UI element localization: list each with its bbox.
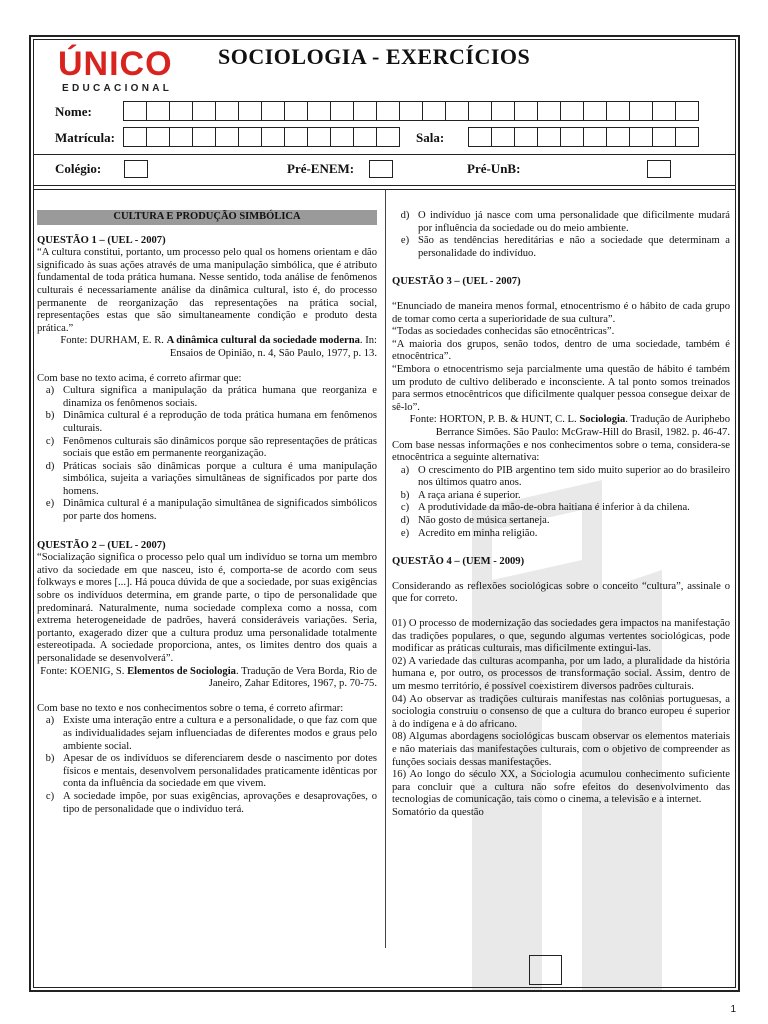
pre-enem-label: Pré-ENEM: bbox=[287, 161, 355, 176]
q2-source: Fonte: KOENIG, S. Elementos de Sociologia. Tradução de Vera Borda, Rio de Janeiro, Zahar Editores, 1967, p. 70-75. bbox=[40, 665, 377, 690]
q4-item-16[interactable]: 16) Ao longo do século XX, a Sociologia acumulou conhecimento suficiente para concluir que a cultura não sofre efeitos do desenvolvimento das tecnologias de comunicação, tais como o cinema, a televisão e a internet. bbox=[392, 769, 730, 806]
q2-prompt: Com base no texto e nos conhecimentos sobre o tema, é correto afirmar: bbox=[37, 702, 344, 714]
section-title: CULTURA E PRODUÇÃO SIMBÓLICA bbox=[37, 210, 377, 225]
q4-item-01[interactable]: 01) O processo de modernização das sociedades gera impactos na manifestação das tradições populares, o que, segundo algumas vertentes sociológicas, pode modificar as práticas culturais, mas dificilmente extingui-las. bbox=[392, 618, 730, 655]
matricula-label: Matrícula: bbox=[55, 130, 115, 145]
logo-main-text: ÚNICO bbox=[58, 45, 173, 83]
q3-option-c[interactable]: c) A produtividade da mão-de-obra haitiana é inferior à da chilena. bbox=[400, 502, 690, 514]
q3-heading: QUESTÃO 3 – (UEL - 2007) bbox=[392, 276, 521, 288]
q2-option-c[interactable]: c) A sociedade impõe, por suas exigências, aprovações e desaprovações, o tipo de personalidade que o indivíduo terá. bbox=[45, 790, 377, 815]
pre-unb-checkbox[interactable] bbox=[647, 160, 671, 178]
q2-option-b[interactable]: b) Apesar de os indivíduos se diferenciarem desde o nascimento por dotes físicos e mentais, desenvolvem personalidades praticamente idênticas por conta da influência da sociedade em que vivem. bbox=[45, 753, 377, 790]
pre-unb-label: Pré-UnB: bbox=[467, 161, 521, 176]
q3-option-a[interactable]: a) O crescimento do PIB argentino tem sido muito superior ao do brasileiro nos últimos quatro anos. bbox=[400, 464, 730, 489]
q1-option-e[interactable]: e) Dinâmica cultural é a manipulação simultânea de significados simbólicos por parte dos homens. bbox=[45, 498, 377, 523]
q1-option-c[interactable]: c) Fenômenos culturais são dinâmicos porque são representações de práticas sociais que estão em permanente reorganização. bbox=[45, 435, 377, 460]
sala-field[interactable] bbox=[468, 127, 698, 147]
q3-option-b[interactable]: b) A raça ariana é superior. bbox=[400, 489, 521, 501]
q1-option-d[interactable]: d) Práticas sociais são dinâmicas porque a cultura é uma manipulação simbólica, sujeita a variações simultâneas de significados por parte dos homens. bbox=[45, 460, 377, 497]
matricula-field[interactable] bbox=[123, 127, 399, 147]
nome-field[interactable] bbox=[123, 101, 698, 121]
pre-enem-checkbox[interactable] bbox=[369, 160, 393, 178]
q4-sum-answer-box[interactable] bbox=[529, 955, 562, 985]
q3-quote-4: “Embora o etnocentrismo seja parcialmente uma questão de hábito é também um produto de cultivo deliberado e inconsciente. A tal ponto somos treinados para sermos etnocêntricos que dificilmente qualquer pessoa consegue deixar de sê-lo”. bbox=[392, 363, 730, 413]
q3-quote-3: “A maioria dos grupos, senão todos, dentro de uma sociedade, também é etnocêntrica”. bbox=[392, 338, 730, 363]
q1-prompt: Com base no texto acima, é correto afirmar que: bbox=[37, 372, 242, 384]
unico-logo bbox=[58, 44, 188, 100]
page-number: 1 bbox=[730, 1004, 736, 1015]
q3-quote-2: “Todas as sociedades conhecidas são etnocêntricas”. bbox=[392, 326, 615, 338]
colegio-checkbox[interactable] bbox=[124, 160, 148, 178]
page-title: SOCIOLOGIA - EXERCÍCIOS bbox=[218, 44, 531, 69]
q1-option-a[interactable]: a) Cultura significa a manipulação da prática humana que reorganiza e dinamiza os fenômenos sociais. bbox=[45, 385, 377, 409]
q1-text: “A cultura constitui, portanto, um processo pelo qual os homens orientam e dão significado às suas ações através de uma manipulação simbólica, que é atributo fundamental de toda prática humana. Nesse sentido, toda análise de fenômenos culturais é necessariamente análise da dinâmica cultural, isto é, do processo permanente de reorganização das representações na prática social, representações estas que são simultaneamente condição e produto desta prática.” bbox=[37, 247, 377, 334]
q3-prompt: Com base nessas informações e nos conhecimentos sobre o tema, considera-se etnocêntrica a seguinte alternativa: bbox=[392, 439, 730, 464]
q4-item-04[interactable]: 04) Ao observar as tradições culturais manifestas nas colônias portuguesas, a sociologia construiu o consenso de que a cultura do branco europeu é superior à do indígena e à do africano. bbox=[392, 693, 730, 730]
nome-label: Nome: bbox=[55, 104, 92, 119]
q2-text: “Socialização significa o processo pelo qual um indivíduo se torna um membro ativo da sociedade em que nasceu, isto é, comporta-se de acordo com seus folkways e mores [...]. Há pouca dúvida de que a sociedade, por suas exigências sobre os indivíduos determina, em grande parte, o tipo de personalidade que predominará. Naturalmente, numa sociedade complexa como a nossa, com extrema heterogeneidade de padrões, haverá consideráveis variações. Seria, portanto, exagerado dizer que a cultura produz uma personalidade totalmente estereotipada. A sociedade proporciona, antes, os limites dentro dos quais a personalidade se desenvolverá”. bbox=[37, 552, 377, 664]
q3-quote-1: “Enunciado de maneira menos formal, etnocentrismo é o hábito de cada grupo de tomar como certa a superioridade de sua cultura”. bbox=[392, 300, 730, 325]
right-column bbox=[392, 210, 730, 820]
q4-prompt: Considerando as reflexões sociológicas sobre o conceito “cultura”, assinale o que for correto. bbox=[392, 580, 730, 605]
column-divider bbox=[385, 190, 386, 948]
header-divider bbox=[34, 185, 735, 186]
q3-option-e[interactable]: e) Acredito em minha religião. bbox=[400, 527, 538, 539]
q1-source: Fonte: DURHAM, E. R. A dinâmica cultural da sociedade moderna. In: Ensaios de Opinião, n. 4, São Paulo, 1977, p. 13. bbox=[60, 335, 377, 359]
sala-label: Sala: bbox=[416, 130, 445, 145]
q3-option-d[interactable]: d) Não gosto de música sertaneja. bbox=[400, 515, 550, 527]
colegio-label: Colégio: bbox=[55, 161, 102, 176]
left-column bbox=[37, 210, 377, 816]
q2-option-d[interactable]: d) O indivíduo já nasce com uma personalidade que dificilmente mudará por influência da sociedade ou do meio ambiente. bbox=[400, 210, 730, 234]
form-divider bbox=[34, 154, 735, 155]
q3-source: Fonte: HORTON, P. B. & HUNT, C. L. Sociologia. Tradução de Auriphebo Berrance Simões. São Paulo: McGraw-Hill do Brasil, 1982. p. 46-47. bbox=[409, 414, 730, 438]
q2-heading: QUESTÃO 2 – (UEL - 2007) bbox=[37, 539, 166, 551]
q1-option-b[interactable]: b) Dinâmica cultural é a reprodução de toda prática humana em fenômenos culturais. bbox=[45, 410, 377, 434]
q4-item-02[interactable]: 02) A variedade das culturas acompanha, por um lado, a pluralidade da história humana e, por outro, os processos de transformação social. Assim, dentro de um mesmo território, é possível coexistirem diversos padrões culturais. bbox=[392, 655, 730, 692]
q4-sum-label: Somatório da questão bbox=[392, 806, 484, 818]
q4-heading: QUESTÃO 4 – (UEM - 2009) bbox=[392, 556, 525, 568]
logo-sub-text: EDUCACIONAL bbox=[62, 83, 173, 94]
q2-option-e[interactable]: e) São as tendências hereditárias e não a sociedade que determinam a personalidade do indivíduo. bbox=[400, 235, 730, 259]
q4-item-08[interactable]: 08) Algumas abordagens sociológicas buscam observar os elementos materiais e não materiais das manifestações culturais, com o objetivo de compreender as funções sociais dessas manifestações. bbox=[392, 731, 730, 768]
q1-heading: QUESTÃO 1 – (UEL - 2007) bbox=[37, 234, 166, 246]
q2-option-a[interactable]: a) Existe uma interação entre a cultura e a personalidade, o que faz com que as individualidades sejam influenciadas de diferentes modos e graus pelo ambiente social. bbox=[45, 715, 377, 752]
